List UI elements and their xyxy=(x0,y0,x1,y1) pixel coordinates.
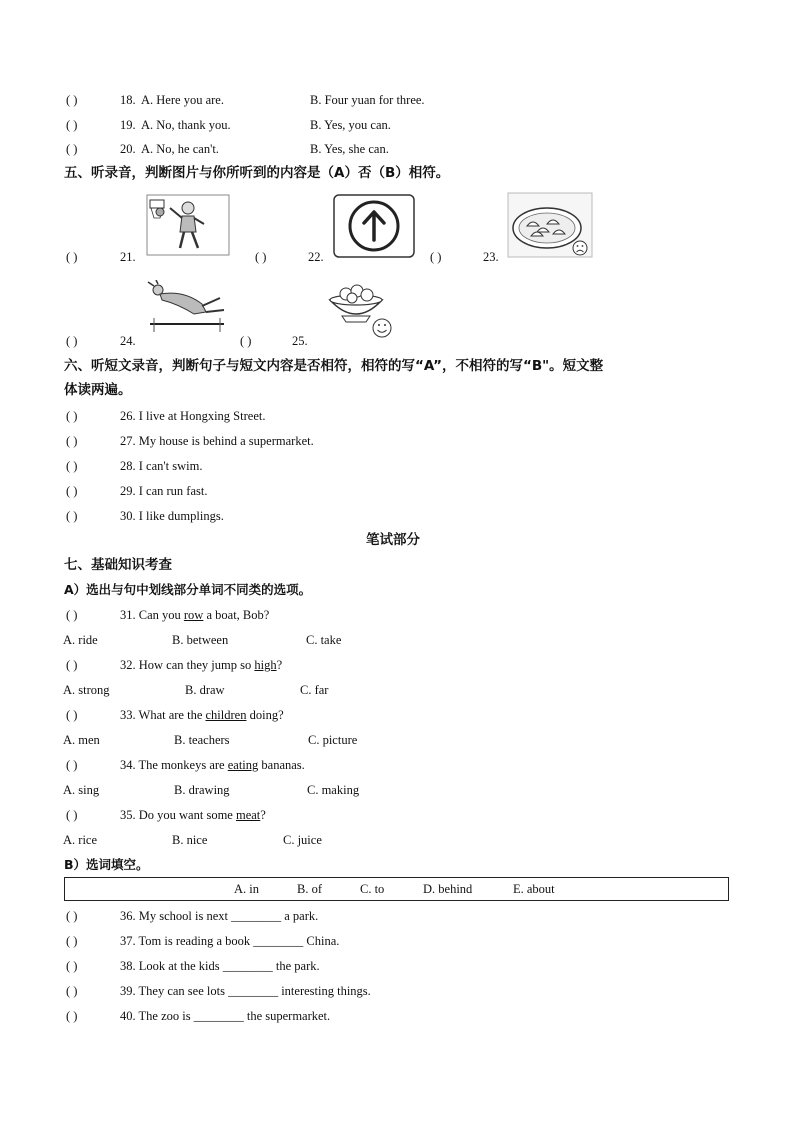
answer-paren[interactable]: ( ) xyxy=(255,250,267,264)
question-number: 20. xyxy=(120,142,136,156)
choice-c: C. picture xyxy=(308,733,358,747)
blank-line[interactable]: ________ xyxy=(228,984,279,998)
choice-a: A. strong xyxy=(63,683,110,697)
fill-in-question: 37. Tom is reading a book ________ China. xyxy=(120,934,340,948)
fill-in-question: 38. Look at the kids ________ the park. xyxy=(120,959,320,973)
statement: 27. My house is behind a supermarket. xyxy=(120,434,314,448)
question-number: 18. xyxy=(120,93,136,107)
word-option: D. behind xyxy=(423,882,473,896)
blank-line[interactable]: ________ xyxy=(253,934,304,948)
answer-paren[interactable]: ( ) xyxy=(66,658,78,672)
part-b-heading: B）选词填空。 xyxy=(64,857,149,872)
word-option: A. in xyxy=(234,882,259,896)
statement: 28. I can't swim. xyxy=(120,459,203,473)
question-number: 22. xyxy=(308,250,324,264)
question-number: 19. xyxy=(120,118,136,132)
answer-paren[interactable]: ( ) xyxy=(66,250,78,264)
option-a: A. No, thank you. xyxy=(141,118,231,132)
statement: 29. I can run fast. xyxy=(120,484,208,498)
choice-c: C. juice xyxy=(283,833,322,847)
underlined-word: row xyxy=(183,608,204,622)
answer-paren[interactable]: ( ) xyxy=(66,959,78,973)
word-bank-box xyxy=(64,877,729,901)
answer-paren[interactable]: ( ) xyxy=(66,808,78,822)
statement: 30. I like dumplings. xyxy=(120,509,224,523)
section7-heading: 七、基础知识考查 xyxy=(64,557,172,573)
answer-paren[interactable]: ( ) xyxy=(66,118,78,132)
answer-paren[interactable]: ( ) xyxy=(66,984,78,998)
underlined-word: meat xyxy=(235,808,261,822)
answer-paren[interactable]: ( ) xyxy=(66,434,78,448)
option-b: B. Yes, you can. xyxy=(310,118,391,132)
answer-paren[interactable]: ( ) xyxy=(66,1009,78,1023)
underlined-word: children xyxy=(205,708,247,722)
question-number: 24. xyxy=(120,334,136,348)
part-a-heading: A）选出与句中划线部分单词不同类的选项。 xyxy=(64,582,312,597)
question-number: 25. xyxy=(292,334,308,348)
answer-paren[interactable]: ( ) xyxy=(66,142,78,156)
basketball-player-icon xyxy=(146,194,230,256)
underlined-word: eating xyxy=(227,758,259,772)
fill-in-question: 39. They can see lots ________ interesting things. xyxy=(120,984,371,998)
answer-paren[interactable]: ( ) xyxy=(66,93,78,107)
fill-in-question: 40. The zoo is ________ the supermarket. xyxy=(120,1009,331,1023)
dumplings-plate-sad-icon xyxy=(507,192,593,258)
answer-paren[interactable]: ( ) xyxy=(430,250,442,264)
up-arrow-sign-icon xyxy=(333,194,415,258)
fill-in-question: 36. My school is next ________ a park. xyxy=(120,909,319,923)
word-option: B. of xyxy=(297,882,322,896)
choice-b: B. between xyxy=(172,633,229,647)
option-a: A. No, he can't. xyxy=(141,142,219,156)
choice-a: A. rice xyxy=(63,833,98,847)
question-text: 35. Do you want some meat? xyxy=(120,808,266,822)
rice-balls-happy-icon xyxy=(320,276,396,340)
answer-paren[interactable]: ( ) xyxy=(66,934,78,948)
question-text: 34. The monkeys are eating bananas. xyxy=(120,758,305,772)
word-option: C. to xyxy=(360,882,385,896)
choice-a: A. ride xyxy=(63,633,98,647)
choice-c: C. far xyxy=(300,683,329,697)
choice-b: B. drawing xyxy=(174,783,230,797)
word-option: E. about xyxy=(513,882,555,896)
choice-c: C. take xyxy=(306,633,342,647)
answer-paren[interactable]: ( ) xyxy=(240,334,252,348)
question-number: 21. xyxy=(120,250,136,264)
high-jump-icon xyxy=(144,280,230,334)
answer-paren[interactable]: ( ) xyxy=(66,484,78,498)
choice-a: A. sing xyxy=(63,783,100,797)
choice-c: C. making xyxy=(307,783,360,797)
answer-paren[interactable]: ( ) xyxy=(66,758,78,772)
blank-line[interactable]: ________ xyxy=(231,909,282,923)
question-text: 31. Can you row a boat, Bob? xyxy=(120,608,270,622)
section6-heading-cont: 体读两遍。 xyxy=(64,382,132,398)
option-a: A. Here you are. xyxy=(141,93,224,107)
answer-paren[interactable]: ( ) xyxy=(66,334,78,348)
section6-heading: 六、听短文录音，判断句子与短文内容是否相符，相符的写“A”，不相符的写“B"。短文整 xyxy=(64,358,604,374)
choice-a: A. men xyxy=(63,733,100,747)
answer-paren[interactable]: ( ) xyxy=(66,459,78,473)
option-b: B. Four yuan for three. xyxy=(310,93,425,107)
statement: 26. I live at Hongxing Street. xyxy=(120,409,266,423)
section5-heading: 五、听录音，判断图片与你所听到的内容是（A）否（B）相符。 xyxy=(64,165,450,181)
question-number: 23. xyxy=(483,250,499,264)
written-part-title: 笔试部分 xyxy=(366,532,420,548)
blank-line[interactable]: ________ xyxy=(222,959,273,973)
answer-paren[interactable]: ( ) xyxy=(66,409,78,423)
choice-b: B. nice xyxy=(172,833,208,847)
option-b: B. Yes, she can. xyxy=(310,142,389,156)
answer-paren[interactable]: ( ) xyxy=(66,909,78,923)
answer-paren[interactable]: ( ) xyxy=(66,708,78,722)
answer-paren[interactable]: ( ) xyxy=(66,608,78,622)
answer-paren[interactable]: ( ) xyxy=(66,509,78,523)
question-text: 33. What are the children doing? xyxy=(120,708,284,722)
choice-b: B. draw xyxy=(185,683,225,697)
blank-line[interactable]: ________ xyxy=(193,1009,244,1023)
choice-b: B. teachers xyxy=(174,733,230,747)
question-text: 32. How can they jump so high? xyxy=(120,658,283,672)
underlined-word: high xyxy=(254,658,277,672)
